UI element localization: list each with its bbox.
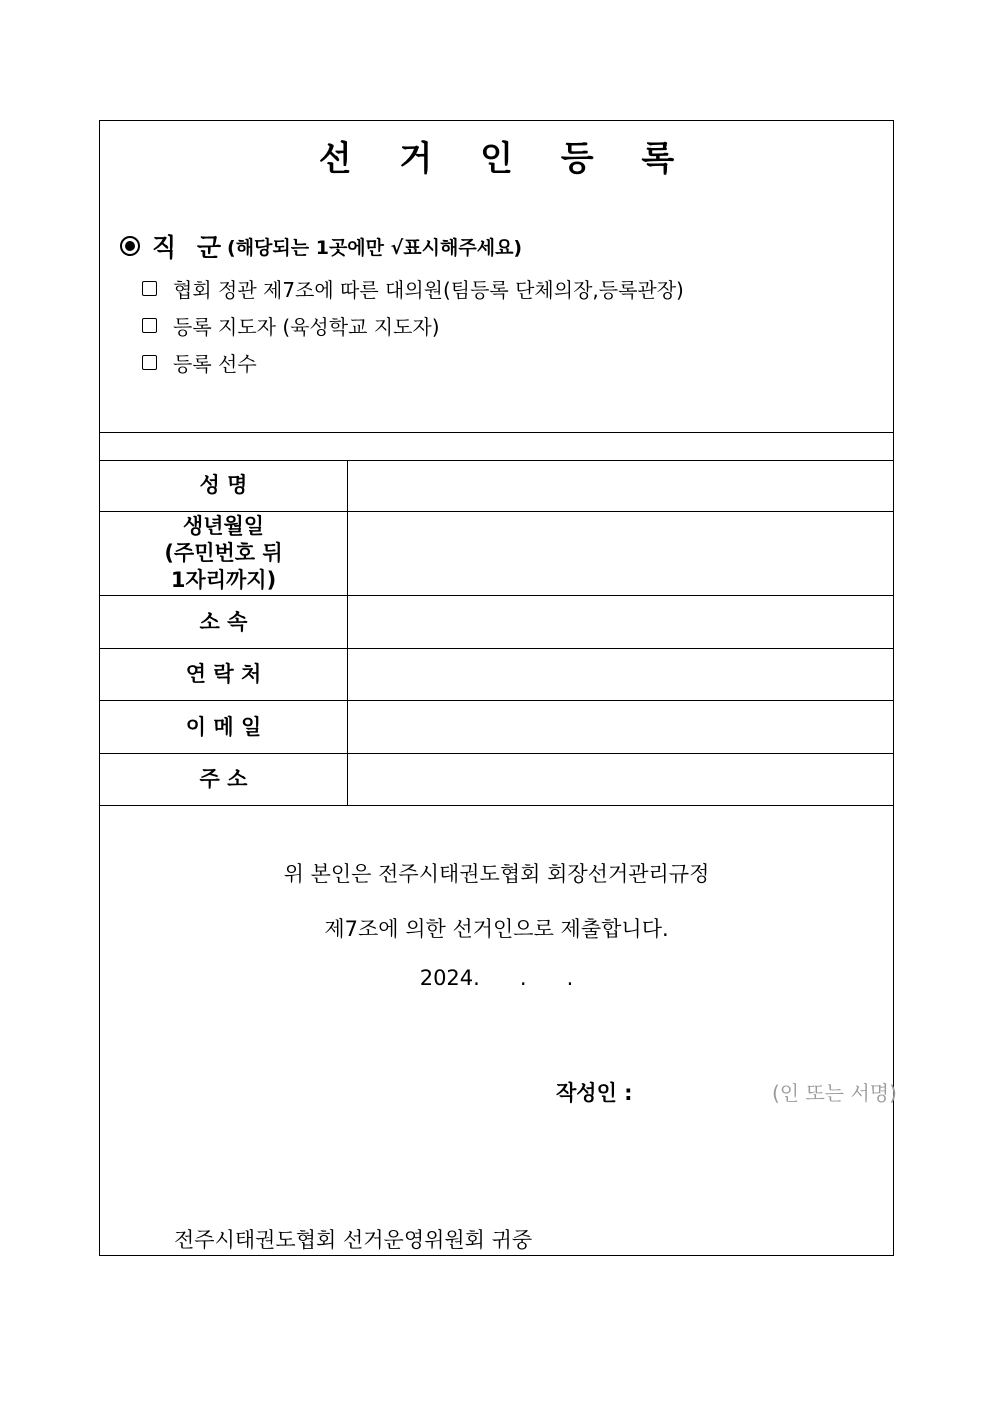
statement-line-2: 제7조에 의한 선거인으로 제출합니다. [324,917,669,941]
row-email [100,701,893,754]
name-field[interactable] [348,460,893,511]
row-affiliation [100,596,893,649]
field-label: 이 메 일 [100,701,348,753]
email-field[interactable] [348,701,893,753]
address-field[interactable] [348,754,893,805]
document-title: 선 거 인 등 록 [318,139,693,179]
row-birthdate [100,512,893,596]
field-label: 연 락 처 [100,649,348,700]
registration-form [99,120,897,1256]
checkbox-icon[interactable] [142,281,157,296]
job-group-note: (해당되는 1곳에만 √표시해주세요) [227,236,523,259]
checkbox-icon[interactable] [142,318,157,333]
signer-label: 작성인 : [556,1081,633,1105]
job-option-label: 협회 정관 제7조에 따른 대의원(팀등록 단체의장,등록관장) [173,277,684,302]
checkbox-icon[interactable] [142,355,157,370]
job-option-delegate[interactable] [142,272,684,304]
job-option-label: 등록 지도자 (육성학교 지도자) [173,314,440,339]
field-label: 생년월일 (주민번호 뒤 1자리까지) [100,512,348,595]
row-contact [100,649,893,701]
submission-date: 2024. . . [419,966,574,990]
job-group-heading [120,229,522,263]
job-group-label: 직 군 [152,233,228,262]
job-option-label: 등록 선수 [173,351,257,376]
form-header [100,121,893,433]
affiliation-field[interactable] [348,596,893,648]
signer-line [100,1077,897,1109]
birthdate-field[interactable] [348,512,893,595]
job-option-coach[interactable] [142,309,440,341]
signature-hint: (인 또는 서명) [772,1081,897,1105]
recipient-line: 전주시태권도협회 선거운영위원회 귀중 [174,1228,533,1252]
row-address [100,754,893,806]
contact-field[interactable] [348,649,893,700]
field-label: 성 명 [100,460,348,511]
spacer-row [100,432,893,461]
job-option-athlete[interactable] [142,346,257,378]
row-name [100,460,893,512]
statement-line-1: 위 본인은 전주시태권도협회 회장선거관리규정 [283,862,710,886]
field-label: 소 속 [100,596,348,648]
radio-selected-icon [120,236,140,256]
field-label: 주 소 [100,754,348,805]
